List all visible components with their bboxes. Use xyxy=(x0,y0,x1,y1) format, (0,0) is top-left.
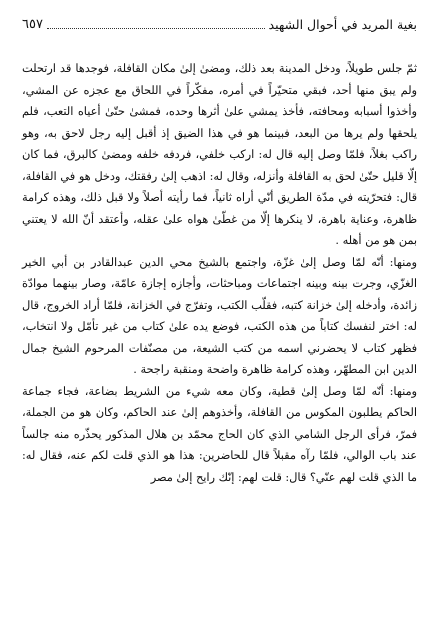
book-title: بغية المريد في أحوال الشهيد xyxy=(268,17,417,32)
paragraph: ثمّ جلس طويلاً، ودخل المدينة بعد ذلك، ومضىٰ إلىٰ مكان القافلة، فوجدها قد ارتحلت ولم يبق منها أحد، فبقي متحيّراً في أمره، مفكّراً في اللحاق مع عجزه عن المشي، وأخذوا أسبابه ومحافته، فأخذ يمشي علىٰ أثرها وحده، فمشىٰ حتّىٰ أعياه التعب، فلم يلحقها ولم يرها من البعد، فبينما هو في هذا الضيق إذ أقبل إليه رجل لاحق به، وهو راكب بغلاً، فلمّا وصل إليه قال له: اركب خلفي، فردفه خلفه ومضىٰ كالبرق، فما كان إلّا قليل حتّىٰ لحق به القافلة وأنزله، وقال له: اذهب إلىٰ رفقتك، ودخل هو في القافلة، قال: فتحرّيته في مدّة الطريق أنّي أراه ثانياً، فما رأيته أصلاً ولا قبل ذلك، وهذه كرامة ظاهرة، وعناية باهرة، لا ينكرها إلّا من غطّىٰ هواه علىٰ عقله، وأعتقد أنّ الله لا يعتني بمن هو من أهله . xyxy=(22,62,417,247)
page-number: ٦٥٧ xyxy=(22,17,43,32)
paragraph: ومنها: أنّه لمّا وصل إلىٰ غزّة، واجتمع بالشيخ محي الدين عبدالقادر بن أبي الخير الغزّي، وجرت بينه وبينه اجتماعات ومباحثات، وأجازه إجازة عامّة، وصار بينهما موادّة زائدة، وأدخله إلىٰ خزانة كتبه، فقلّب الكتب، وتفرّج في الخزانة، فلمّا أراد الخروج، قال له: اختر لنفسك كتاباً من هذه الكتب، فوضع يده علىٰ كتاب من غير تأمّل ولا انتخاب، فظهر كتاب لا يحضرني اسمه من كتب الشيعة، من مصنّفات المرحوم الشيخ جمال الدين ابن المطهّر، وهذه كرامة ظاهرة واضحة ومنقبة راجحة . xyxy=(22,255,417,376)
running-header xyxy=(22,14,417,34)
dotted-leader xyxy=(47,27,265,29)
paragraph: ومنها: أنّه لمّا وصل إلىٰ قطية، وكان معه شيء من الشريط بضاعة، فجاء جماعة الحاكم يطلبون المكوس من القافلة، وأخذوهم إلىٰ عند الحاكم، وكان هو من الجملة، فمرّ، فرأى الرجل الشامي الذي كان الحاج محمّد بن هلال المذكور يحذّره منه جالساً عند باب الوالي، فلمّا رآه مقبلاً قال للحاضرين: هذا هو الذي قلت لكم عنه، فقال له: ما الذي قلت لهم عنّي؟ قال: قلت لهم: إنّك رايح إلىٰ مصر xyxy=(22,384,417,484)
page-body xyxy=(22,58,417,488)
